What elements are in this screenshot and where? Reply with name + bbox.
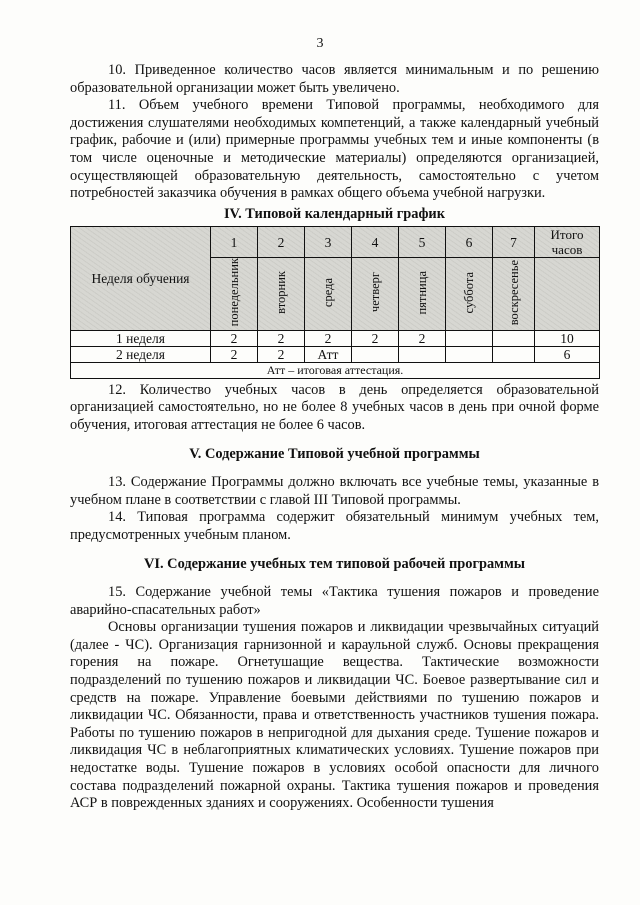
paragraph-11: 11. Объем учебного времени Типовой программы, необходимого для достижения слушателями необходимых компетенций, а также календарный учебный график, рабочие и (или) примерные программы учебных тем и иные компоненты (в том числе оценочные и методические материалы) определяются организацией, осуществляющей образовательную деятельность, самостоятельно с учетом потребностей заказчика обучения в рамках общего объема учебной нагрузки. xyxy=(70,97,599,202)
section-5-title: V. Содержание Типовой учебной программы xyxy=(189,446,480,463)
table-cell xyxy=(493,330,535,346)
document-body xyxy=(70,62,599,813)
table-row xyxy=(71,330,600,346)
day-name-friday: пятница xyxy=(399,258,446,330)
table-cell xyxy=(352,346,399,362)
week-header: Неделя обучения xyxy=(71,227,211,330)
paragraph-13: 13. Содержание Программы должно включать все учебные темы, указанные в учебном плане в соответствии с главой III Типовой программы. xyxy=(70,474,599,508)
table-row xyxy=(71,346,600,362)
table-note-row xyxy=(71,362,600,378)
row-total: 10 xyxy=(535,330,600,346)
table-cell: 2 xyxy=(305,330,352,346)
calendar-schedule-table xyxy=(70,226,600,378)
table-cell: 2 xyxy=(258,346,305,362)
day-name-wednesday: среда xyxy=(305,258,352,330)
day-name-thursday: четверг xyxy=(352,258,399,330)
table-cell: 2 xyxy=(258,330,305,346)
row-total: 6 xyxy=(535,346,600,362)
paragraph-12: 12. Количество учебных часов в день определяется образовательной организацией самостоятельно, но не более 8 учебных часов в день при очной форме обучения, итоговая аттестация не более 6 часов. xyxy=(70,381,599,433)
day-number-7: 7 xyxy=(493,227,535,258)
table-cell xyxy=(399,346,446,362)
table-cell xyxy=(493,346,535,362)
table-note: Атт – итоговая аттестация. xyxy=(71,362,600,378)
day-name-monday: понедельник xyxy=(211,258,258,330)
day-number-4: 4 xyxy=(352,227,399,258)
paragraph-10: 10. Приведенное количество часов является минимальным и по решению образовательной организации может быть увеличено. xyxy=(70,62,599,96)
day-number-2: 2 xyxy=(258,227,305,258)
week-label: 2 неделя xyxy=(71,346,211,362)
day-number-5: 5 xyxy=(399,227,446,258)
table-cell xyxy=(446,346,493,362)
table-cell: 2 xyxy=(211,346,258,362)
table-cell xyxy=(446,330,493,346)
table-header-row-numbers xyxy=(71,227,600,258)
day-number-1: 1 xyxy=(211,227,258,258)
table-cell: 2 xyxy=(352,330,399,346)
table-cell: Атт xyxy=(305,346,352,362)
paragraph-15: 15. Содержание учебной темы «Тактика тушения пожаров и проведение аварийно-спасательных работ» xyxy=(70,584,599,618)
paragraph-topic-content: Основы организации тушения пожаров и ликвидации чрезвычайных ситуаций (далее - ЧС). Организация гарнизонной и караульной служб. Основы прекращения горения на пожаре. Огнетушащие вещества. Тактические возможности подразделений по тушению пожаров и ликвидации ЧС. Боевое развертывание сил и средств на пожаре. Управление боевыми действиями по тушению пожаров и ликвидации ЧС. Обязанности, права и ответственность участников тушения пожара. Работы по тушению пожаров в непригодной для дыхания среде. Тушение пожаров и ликвидация ЧС в неблагоприятных климатических условиях. Тушение пожаров при недостатке воды. Тушение пожаров в условиях особой опасности для личного состава подразделений пожарной охраны. Тактика тушения пожаров и проведения АСР в поврежденных зданиях и сооружениях. Особенности тушения xyxy=(70,619,599,812)
day-name-sunday: воскресенье xyxy=(493,258,535,330)
day-number-3: 3 xyxy=(305,227,352,258)
week-label: 1 неделя xyxy=(71,330,211,346)
total-header: Итого часов xyxy=(535,227,600,258)
section-6-title: VI. Содержание учебных тем типовой рабочей программы xyxy=(143,556,526,573)
paragraph-14: 14. Типовая программа содержит обязательный минимум учебных тем, предусмотренных учебным планом. xyxy=(70,509,599,543)
day-name-tuesday: вторник xyxy=(258,258,305,330)
day-number-6: 6 xyxy=(446,227,493,258)
table-cell: 2 xyxy=(399,330,446,346)
table-cell: 2 xyxy=(211,330,258,346)
total-header-spacer xyxy=(535,258,600,330)
section-4-title: IV. Типовой календарный график xyxy=(223,205,446,222)
day-name-saturday: суббота xyxy=(446,258,493,330)
page-number: 3 xyxy=(316,36,324,51)
